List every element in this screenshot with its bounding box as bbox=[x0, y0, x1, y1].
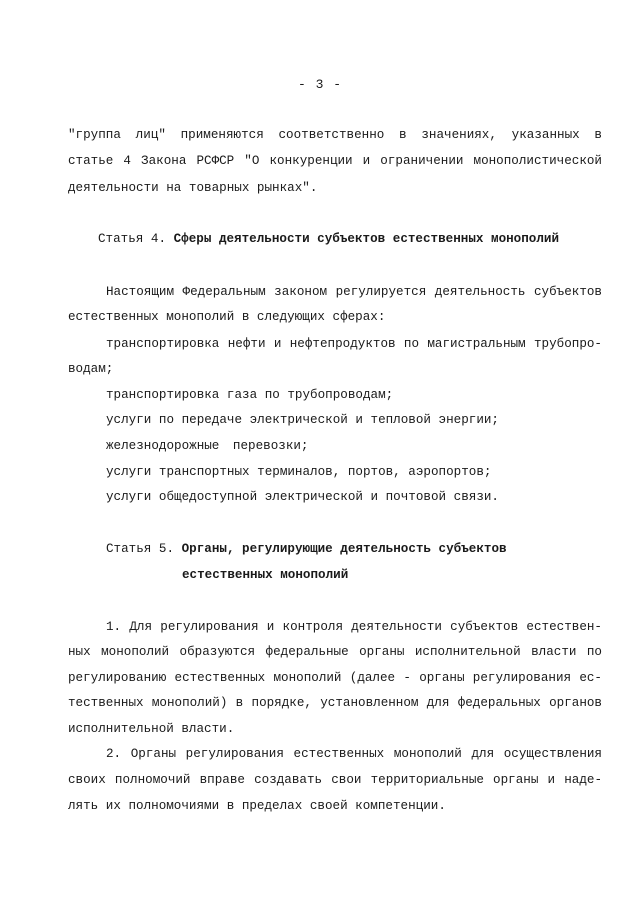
article4-item-1-cont: водам; bbox=[68, 362, 114, 376]
article5-p1-line-3: регулированию естественных монополий (далее - органы регулирования ес- bbox=[68, 671, 602, 685]
article5-p1-line-2: ных монополий образуются федеральные органы исполнительной власти по bbox=[68, 645, 602, 659]
page-number: - 3 - bbox=[297, 77, 342, 92]
article5-title-line-2: естественных монополий bbox=[182, 568, 349, 582]
article4-item-3: услуги по передаче электрической и тепловой энергии; bbox=[106, 413, 499, 427]
intro-line-2: статье 4 Закона РСФСР "О конкуренции и ограничении монополистической bbox=[68, 154, 602, 168]
article5-label: Статья 5. bbox=[106, 542, 175, 556]
article4-title: Сферы деятельности субъектов естественных монополий bbox=[173, 232, 560, 246]
article4-item-2: транспортировка газа по трубопроводам; bbox=[106, 388, 394, 402]
article4-item-4: железнодорожные перевозки; bbox=[106, 439, 309, 453]
article5-title-line-1: Органы, регулирующие деятельность субъектов bbox=[181, 542, 507, 556]
intro-line-1: "группа лиц" применяются соответственно в значениях, указанных в bbox=[68, 128, 602, 142]
article5-p2-line-2: своих полномочий вправе создавать свои территориальные органы и наде- bbox=[68, 773, 602, 787]
article5-p1-line-1: 1. Для регулирования и контроля деятельности субъектов естествен- bbox=[106, 620, 602, 634]
article5-p2-line-1: 2. Органы регулирования естественных монополий для осуществления bbox=[106, 747, 602, 761]
article4-heading bbox=[98, 231, 618, 247]
article5-p1-line-4: тественных монополий) в порядке, установленном для федеральных органов bbox=[68, 696, 602, 710]
intro-line-3: деятельности на товарных рынках". bbox=[68, 181, 318, 195]
article5-p2-line-3: лять их полномочиями в пределах своей компетенции. bbox=[68, 799, 446, 813]
article4-para-line-1: Настоящим Федеральным законом регулируется деятельность субъектов bbox=[106, 285, 602, 299]
article4-item-1: транспортировка нефти и нефтепродуктов по магистральным трубопро- bbox=[106, 337, 602, 351]
article4-item-6: услуги общедоступной электрической и почтовой связи. bbox=[106, 490, 499, 504]
article4-item-5: услуги транспортных терминалов, портов, аэропортов; bbox=[106, 465, 492, 479]
article5-p1-line-5: исполнительной власти. bbox=[68, 722, 235, 736]
article4-label: Статья 4. bbox=[98, 232, 167, 246]
article5-heading bbox=[106, 541, 606, 557]
article4-para-line-2: естественных монополий в следующих сферах: bbox=[68, 310, 386, 324]
